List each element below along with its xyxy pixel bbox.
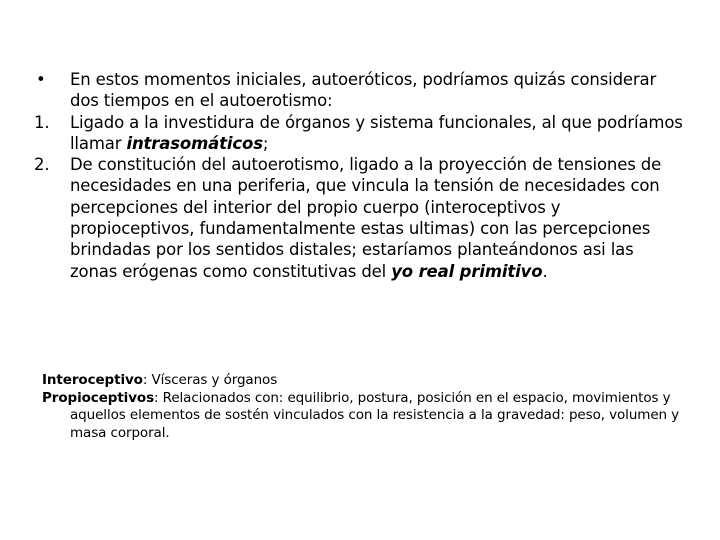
note-propioceptivos [42, 390, 682, 443]
emphasis-term: intrasomáticos [126, 133, 263, 153]
note-term: Interoceptivo [42, 372, 143, 388]
list-item-text-end: ; [262, 133, 269, 153]
emphasis-term: yo real primitivo [391, 261, 543, 281]
note-interoceptivo [42, 372, 682, 390]
note-definition: : Vísceras y órganos [142, 372, 278, 388]
list-item-text: De constitución del autoerotismo, ligado a la proyección de tensiones de necesidades en una periferia, que vincula la tensión de necesidades con percepciones del interior del propio cuerpo (interoceptivos y propioceptivos, fundamentalmente estas ultimas) con las percepciones brindadas por los sentidos distales; estaríamos planteándonos asi las zonas erógenas como constitutivas del [70, 155, 662, 281]
note-term: Propioceptivos [42, 389, 155, 406]
definitions-notes [42, 372, 682, 442]
list-item-text-end: . [542, 261, 548, 281]
number-marker: 1. [34, 112, 50, 132]
list-item-text: Ligado a la investidura de órganos y sistema funcionales, al que podríamos llamar [70, 112, 683, 153]
note-definition: : Relacionados con: equilibrio, postura, posición en el espacio, movimientos y aquellos elementos de sostén vinculados con la resistencia a la gravedad: peso, volumen y masa corporal. [70, 389, 680, 441]
list-item-1 [34, 112, 684, 155]
main-list [34, 69, 684, 282]
list-item-text: En estos momentos iniciales, autoeróticos, podríamos quizás considerar dos tiempos en el autoerotismo: [70, 70, 657, 111]
list-item-intro [34, 69, 684, 112]
number-marker: 2. [34, 155, 50, 175]
list-item-2 [34, 154, 684, 282]
bullet-marker: • [36, 70, 46, 89]
